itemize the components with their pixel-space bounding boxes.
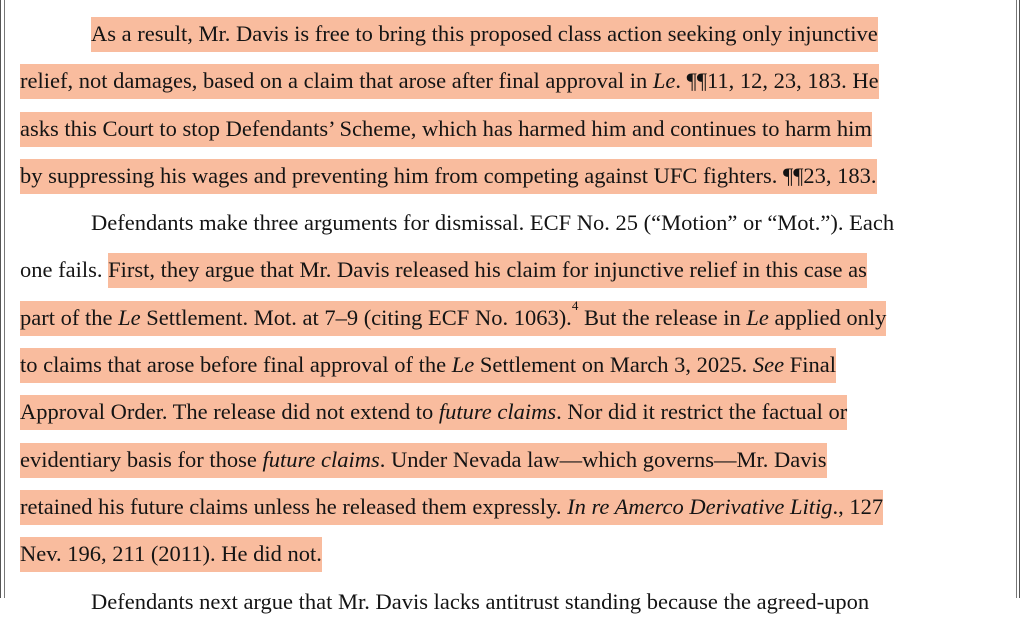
p2-line-2: one fails. First, they argue that Mr. Davis released his claim for injunctive relief in this case as	[20, 250, 1010, 297]
highlight: part of the Le Settlement. Mot. at 7–9 (citing ECF No. 1063).$^4$ But the release in Le applied only	[20, 301, 886, 336]
p2-line-6	[20, 440, 1010, 487]
highlight: relief, not damages, based on a claim that arose after final approval in Le. ¶¶11, 12, 23, 183. He	[20, 64, 879, 99]
highlight: to claims that arose before final approval of the Le Settlement on March 3, 2025. See Final	[20, 348, 836, 383]
highlight: asks this Court to stop Defendants’ Scheme, which has harmed him and continues to harm him	[20, 112, 872, 147]
highlight: First, they argue that Mr. Davis released his claim for injunctive relief in this case as	[108, 253, 867, 288]
p2-line-1: Defendants make three arguments for dismissal. ECF No. 25 (“Motion” or “Mot.”). Each	[91, 210, 895, 236]
p1-line-4	[20, 156, 1010, 203]
p2-line-4	[20, 345, 1010, 392]
highlight: Nev. 196, 211 (2011). He did not.	[20, 537, 322, 572]
p1-line-2	[20, 61, 1010, 108]
p2-line-8	[20, 534, 1010, 581]
page-edge-left	[0, 0, 1, 598]
page-edge-right	[1016, 0, 1020, 598]
highlight: As a result, Mr. Davis is free to bring this proposed class action seeking only injunctive	[91, 17, 878, 52]
p2-line-7	[20, 487, 1010, 534]
p3-line-1: Defendants next argue that Mr. Davis lacks antitrust standing because the agreed-upon	[91, 588, 870, 614]
highlight: evidentiary basis for those future claims. Under Nevada law—which governs—Mr. Davis	[20, 443, 827, 478]
footnote-ref[interactable]: 4	[571, 297, 579, 313]
highlight: retained his future claims unless he released them expressly. In re Amerco Derivative Litig., 127	[20, 490, 883, 525]
p2-line-5	[20, 392, 1010, 439]
p2-line-3	[20, 298, 1010, 345]
page-edge-left-inner	[4, 0, 5, 598]
highlight: Approval Order. The release did not extend to future claims. Nor did it restrict the factual or	[20, 395, 847, 430]
p1-line-1	[20, 14, 1010, 61]
document-page	[20, 14, 1010, 629]
highlight: by suppressing his wages and preventing him from competing against UFC fighters. ¶¶23, 183.	[20, 159, 877, 194]
p1-line-3	[20, 109, 1010, 156]
